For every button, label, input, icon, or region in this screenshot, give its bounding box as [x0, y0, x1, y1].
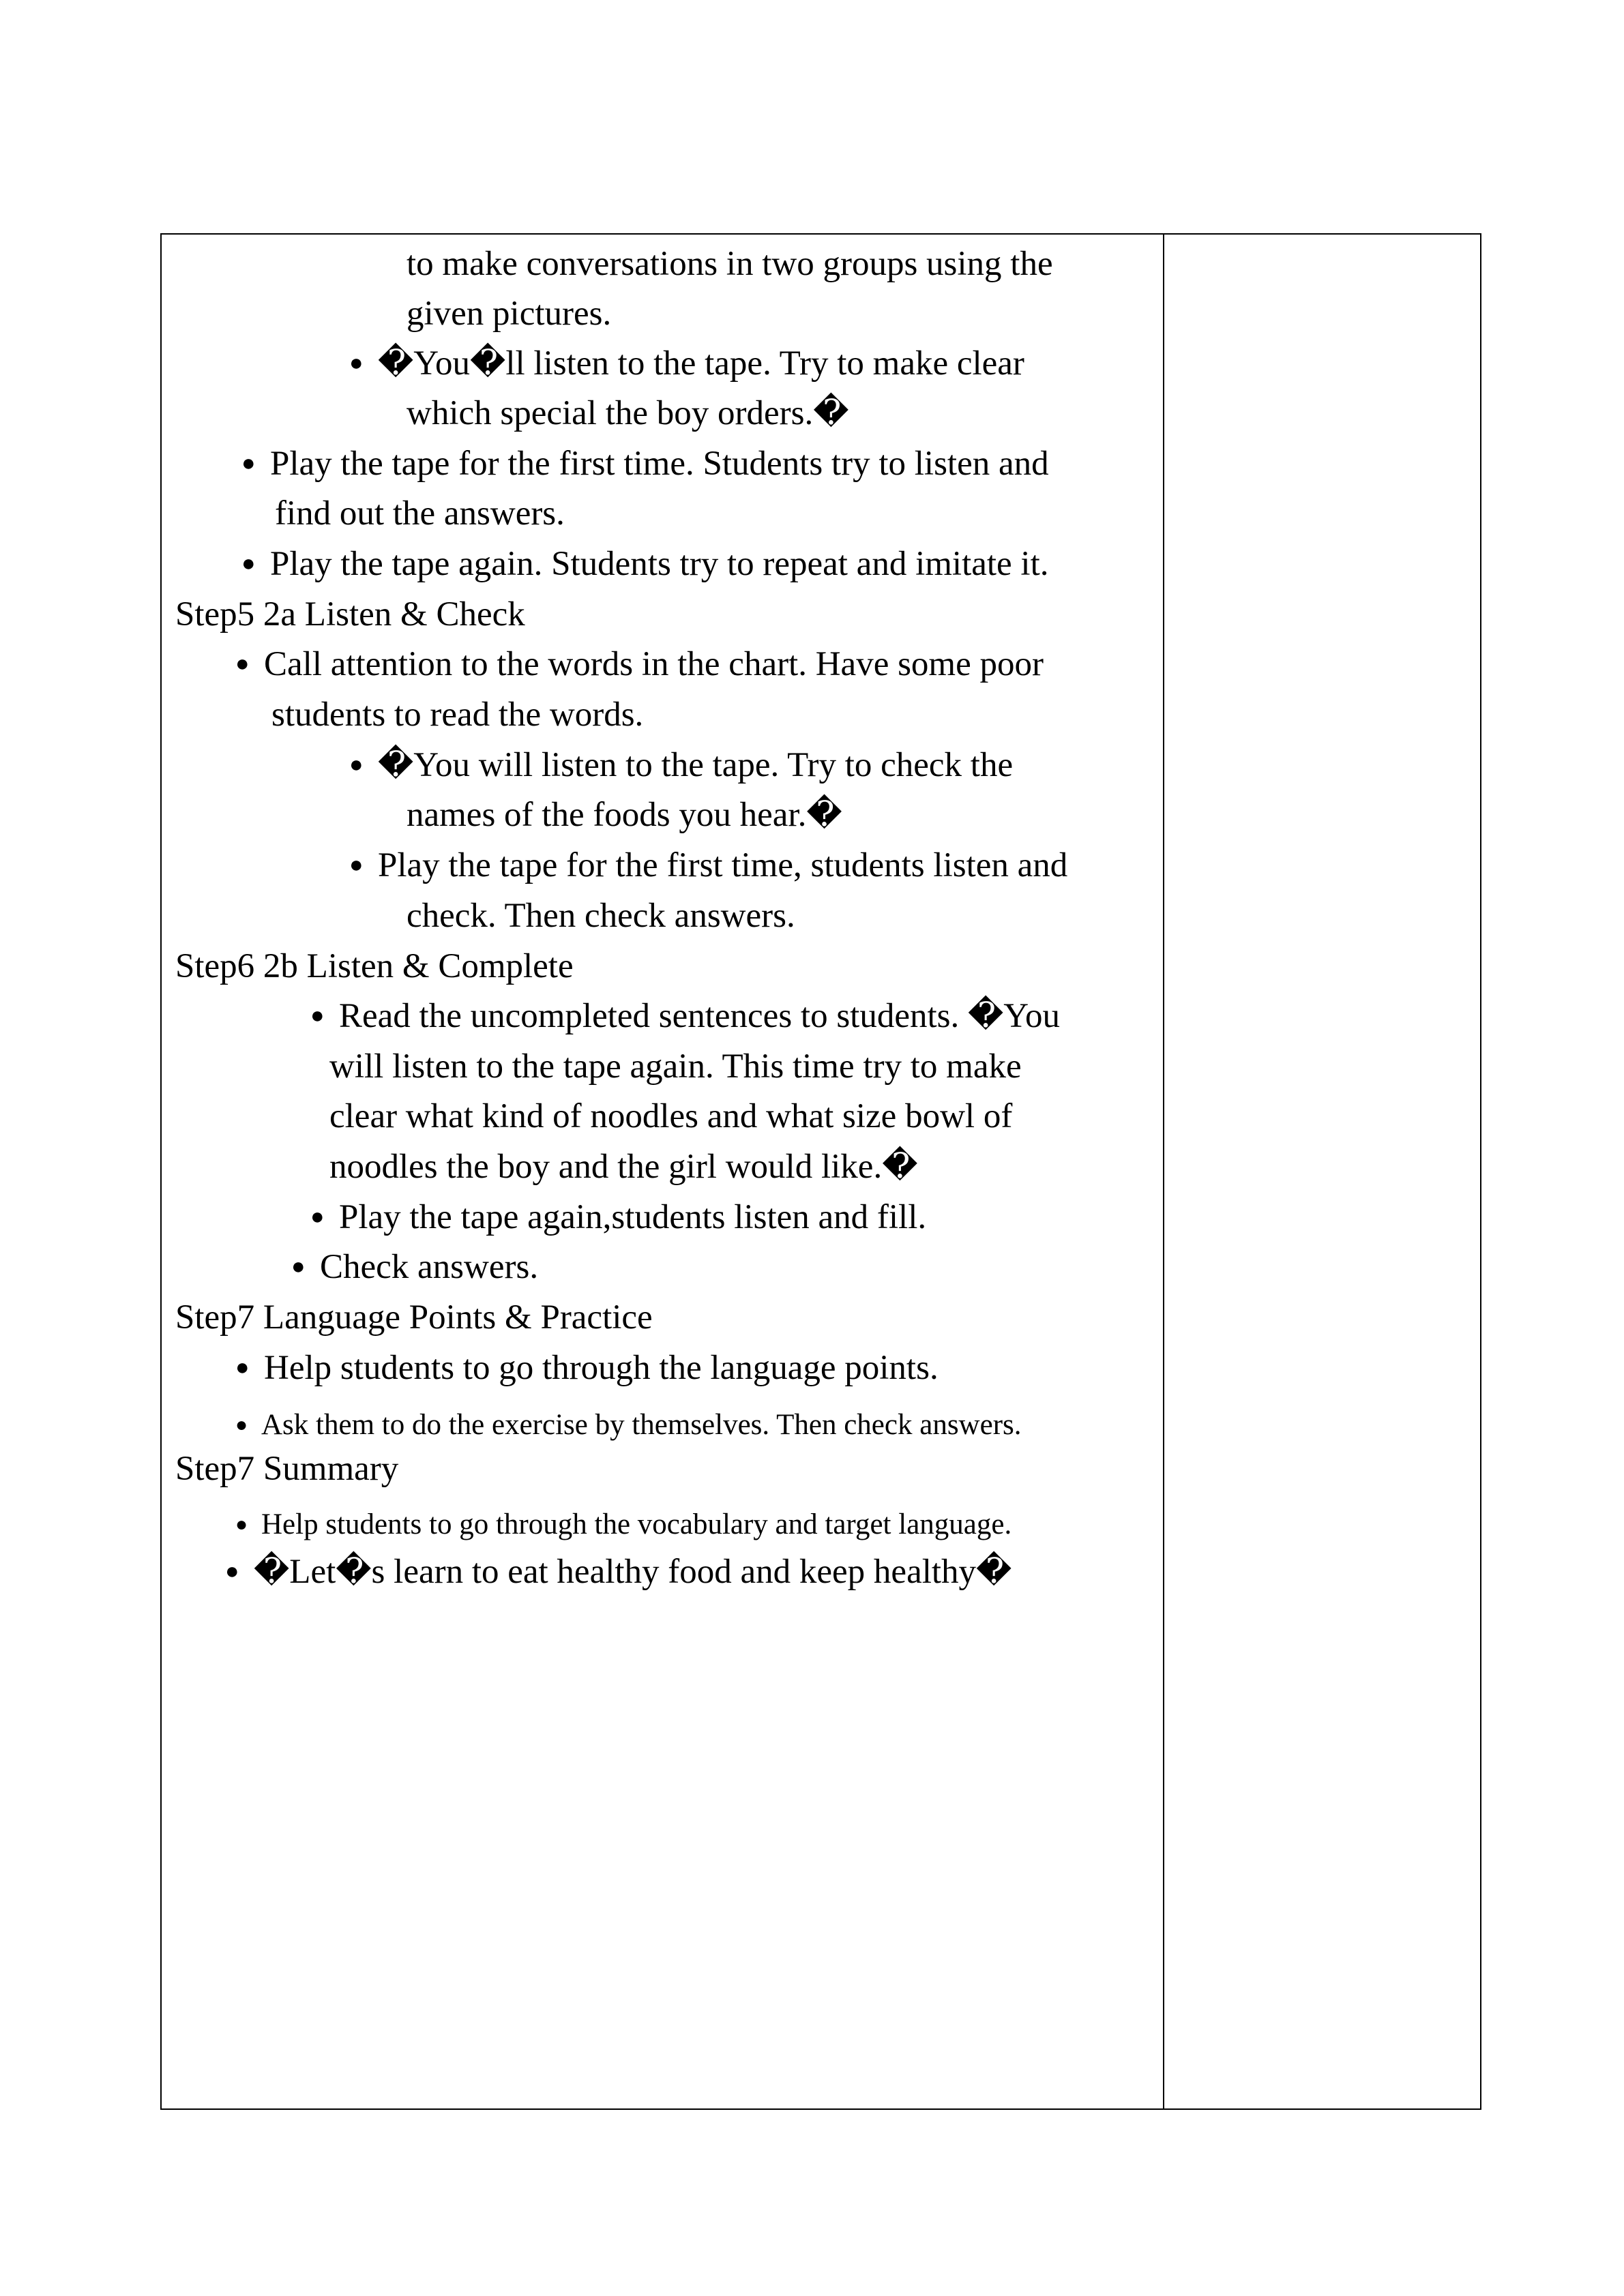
bullet-icon: ●: [291, 1254, 306, 1279]
text-line: to make conversations in two groups using the: [407, 245, 1053, 283]
bullet-item: ● Call attention to the words in the chart. Have some poor: [235, 645, 1044, 683]
bullet-icon: ●: [241, 451, 256, 476]
text-line: will listen to the tape again. This time try to make: [329, 1047, 1022, 1086]
bullet-item: ● Play the tape again,students listen and fill.: [310, 1198, 927, 1236]
bullet-icon: ●: [349, 852, 364, 878]
bullet-icon: ●: [310, 1204, 325, 1229]
bullet-item: ● Help students to go through the vocabulary and target language.: [235, 1504, 1012, 1545]
bullet-icon: ●: [349, 351, 364, 376]
text-line: names of the foods you hear.�: [407, 796, 842, 834]
step-heading: Step5 2a Listen & Check: [175, 595, 525, 633]
bullet-item: ● Help students to go through the language points.: [235, 1349, 939, 1387]
text-line: which special the boy orders.�: [407, 394, 849, 432]
bullet-item: ● Play the tape for the first time, students listen and: [349, 846, 1068, 884]
text-line: find out the answers.: [275, 494, 565, 533]
step-heading: Step7 Summary: [175, 1450, 399, 1488]
bullet-item: ● �You�ll listen to the tape. Try to make clear: [349, 344, 1024, 383]
bullet-item: ● Check answers.: [291, 1248, 539, 1286]
bullet-item: ● Play the tape for the first time. Students try to listen and: [241, 445, 1049, 483]
bullet-icon: ●: [235, 1414, 248, 1436]
bullet-icon: ●: [235, 651, 250, 676]
bullet-icon: ●: [235, 1355, 250, 1380]
text-line: clear what kind of noodles and what size bowl of: [329, 1097, 1013, 1135]
notes-cell: [1164, 235, 1480, 2108]
bullet-item: ● �You will listen to the tape. Try to check the: [349, 746, 1014, 784]
bullet-icon: ●: [225, 1559, 239, 1584]
text-line: check. Then check answers.: [407, 897, 795, 935]
bullet-item: ● Play the tape again. Students try to repeat and imitate it.: [241, 545, 1049, 583]
bullet-item: ● Ask them to do the exercise by themselves. Then check answers.: [235, 1405, 1022, 1446]
bullet-icon: ●: [310, 1003, 325, 1028]
bullet-icon: ●: [349, 752, 364, 777]
text-line: noodles the boy and the girl would like.�: [329, 1148, 918, 1186]
bullet-item: ● �Let�s learn to eat healthy food and keep healthy�: [225, 1553, 1012, 1591]
step-heading: Step6 2b Listen & Complete: [175, 947, 574, 985]
bullet-icon: ●: [235, 1513, 248, 1536]
text-line: students to read the words.: [271, 696, 644, 734]
step-heading: Step7 Language Points & Practice: [175, 1298, 653, 1337]
bullet-icon: ●: [241, 551, 256, 576]
text-line: given pictures.: [407, 295, 612, 333]
bullet-item: ● Read the uncompleted sentences to students. �You: [310, 997, 1061, 1035]
